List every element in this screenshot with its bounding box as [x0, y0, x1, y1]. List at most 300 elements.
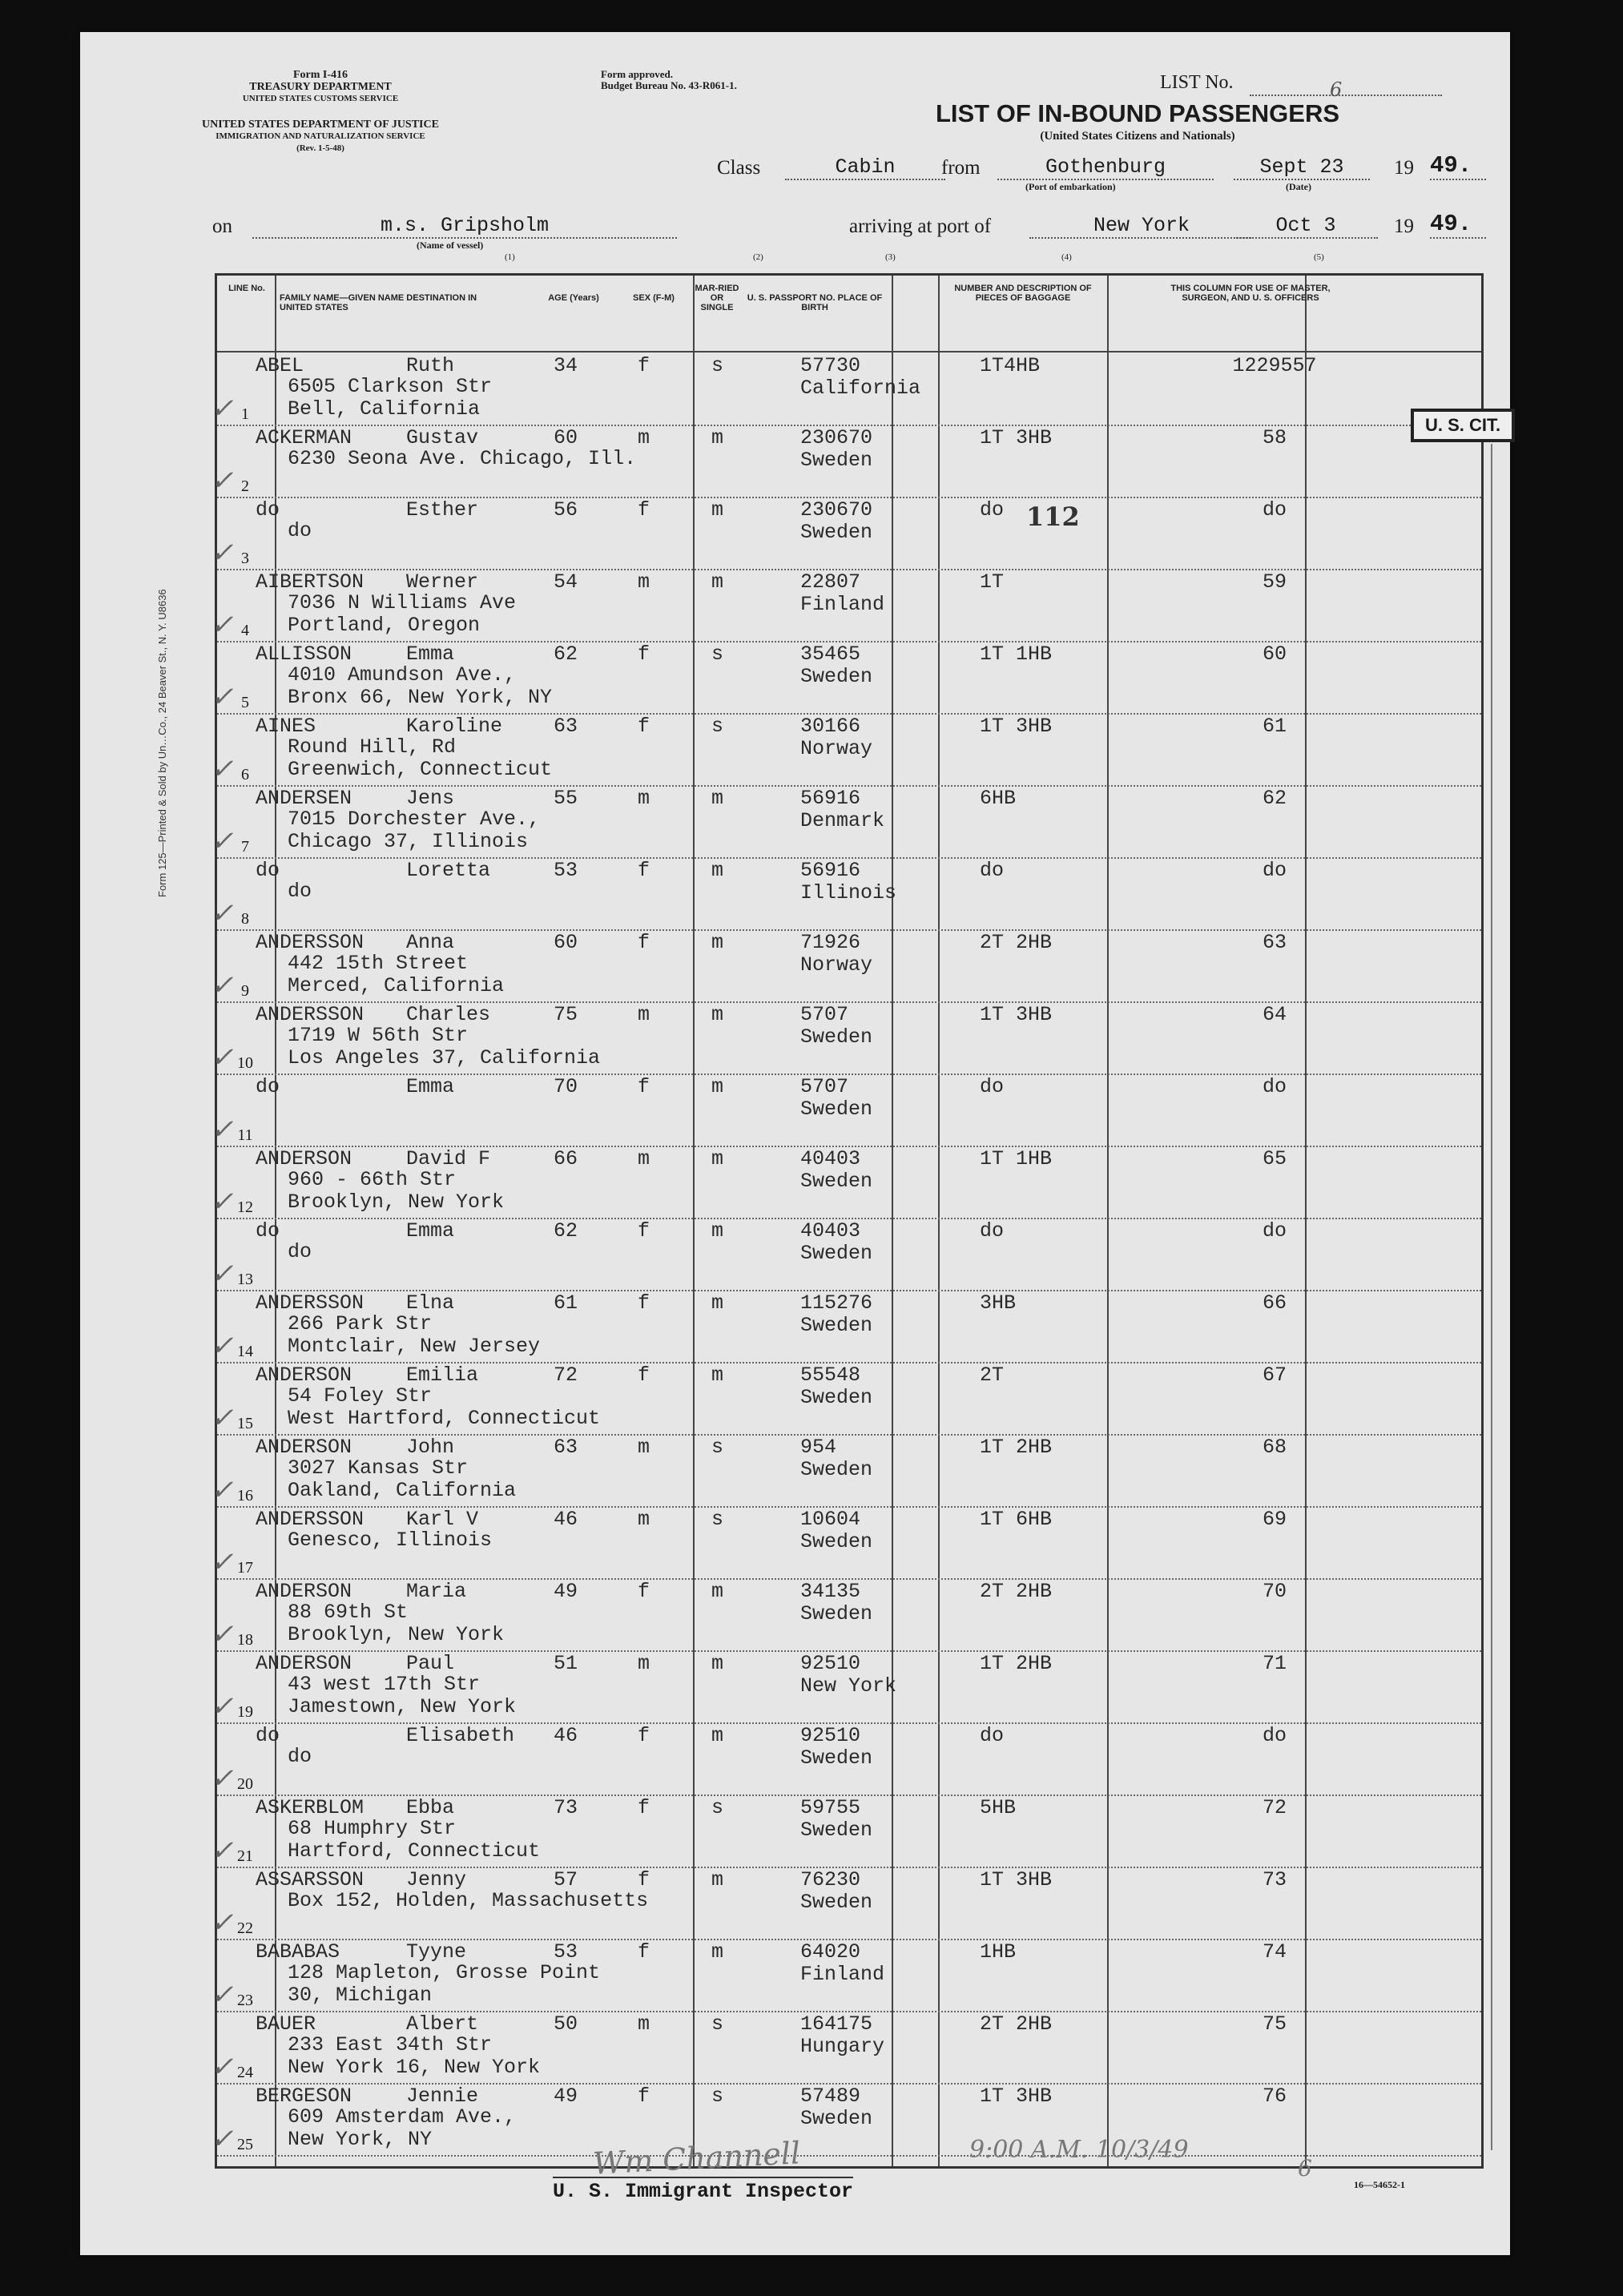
marginal-number: 112: [1026, 501, 1080, 532]
age: 55: [554, 787, 578, 810]
table-row: [211, 352, 1481, 426]
baggage: do: [980, 498, 1005, 522]
manifest-sheet: [80, 32, 1510, 2255]
family-name: do: [256, 1724, 280, 1747]
sex: f: [638, 1580, 650, 1603]
sex: f: [638, 642, 650, 666]
officer-note: 64: [1262, 1003, 1287, 1026]
given-name: Karoline: [406, 715, 503, 738]
family-name: AIBERTSON: [256, 570, 364, 594]
address-line-2: Greenwich, Connecticut: [288, 758, 553, 781]
officer-note: 62: [1262, 787, 1287, 810]
officer-note: 71: [1262, 1652, 1287, 1675]
check-mark-icon: ✓: [211, 1762, 234, 1795]
form-number: Form I-416: [292, 69, 348, 81]
place-of-birth: Sweden: [800, 449, 873, 472]
family-name: ANDERSON: [256, 1436, 352, 1459]
place-of-birth: Sweden: [800, 1602, 873, 1625]
place-of-birth: Illinois: [800, 881, 897, 904]
justice-label: UNITED STATES DEPARTMENT OF JUSTICE: [202, 119, 439, 131]
marital-status: s: [711, 1436, 724, 1459]
table-row: [211, 2011, 1481, 2085]
line-number: 3: [241, 550, 249, 567]
officer-note: do: [1262, 498, 1287, 522]
marital-status: m: [711, 1219, 724, 1243]
place-of-birth: Norway: [800, 737, 873, 760]
address-line-2: Oakland, California: [288, 1479, 517, 1502]
sex: m: [638, 1508, 650, 1531]
baggage: 1T 2HB: [980, 1652, 1053, 1675]
arrival-year: 49.: [1430, 211, 1486, 239]
age: 63: [554, 1436, 578, 1459]
address-line-1: 266 Park Str: [288, 1312, 433, 1335]
given-name: Maria: [406, 1580, 467, 1603]
line-number: 2: [241, 477, 249, 495]
family-name: BERGESON: [256, 2085, 352, 2108]
age: 62: [554, 1219, 578, 1243]
marital-status: m: [711, 1724, 724, 1747]
place-of-birth: Sweden: [800, 1386, 873, 1409]
address-line-2: Jamestown, New York: [288, 1695, 517, 1718]
place-of-birth: Sweden: [800, 1891, 873, 1914]
passport-number: 56916: [800, 859, 861, 882]
family-name: do: [256, 1219, 280, 1243]
marital-status: m: [711, 1580, 724, 1603]
baggage: do: [980, 1219, 1005, 1243]
sex: f: [638, 1291, 650, 1315]
line-number: 15: [237, 1415, 253, 1432]
line-number: 14: [237, 1343, 253, 1360]
justice-block: [200, 119, 441, 155]
sex: m: [638, 1652, 650, 1675]
baggage: 1T 1HB: [980, 642, 1053, 666]
officer-note: 61: [1262, 715, 1287, 738]
sex: m: [638, 426, 650, 449]
departure-year: 49.: [1430, 152, 1486, 180]
table-row: [211, 713, 1481, 787]
table-row: [211, 785, 1481, 859]
given-name: Loretta: [406, 859, 491, 882]
address-line-1: 7015 Dorchester Ave.,: [288, 808, 541, 831]
table-row: [211, 1506, 1481, 1580]
age: 72: [554, 1364, 578, 1387]
given-name: Emma: [406, 1075, 455, 1098]
check-mark-icon: ✓: [211, 1041, 234, 1073]
marital-status: s: [711, 2012, 724, 2036]
passport-number: 35465: [800, 642, 861, 666]
address-line-2: Bell, California: [288, 397, 481, 421]
baggage: 3HB: [980, 1291, 1017, 1315]
check-mark-icon: ✓: [211, 1258, 234, 1290]
approved-label: Form approved.: [601, 68, 674, 80]
sex: m: [638, 1436, 650, 1459]
family-name: ASSARSSON: [256, 1868, 364, 1891]
table-row: [211, 1434, 1481, 1508]
address-line-1: 54 Foley Str: [288, 1384, 433, 1408]
given-name: Emilia: [406, 1364, 479, 1387]
baggage: 1T 3HB: [980, 1868, 1053, 1891]
col-num-4: (4): [1061, 252, 1072, 262]
officer-note: 70: [1262, 1580, 1287, 1603]
family-name: do: [256, 859, 280, 882]
treasury-label: TREASURY DEPARTMENT: [249, 81, 392, 93]
line-number: 16: [237, 1487, 253, 1504]
passport-number: 34135: [800, 1580, 861, 1603]
from-value: Gothenburg: [997, 155, 1214, 180]
address-line-2: West Hartford, Connecticut: [288, 1407, 601, 1430]
sex: f: [638, 1075, 650, 1098]
age: 57: [554, 1868, 578, 1891]
place-of-birth: Sweden: [800, 1746, 873, 1770]
check-mark-icon: ✓: [211, 1474, 234, 1506]
check-mark-icon: ✓: [211, 1907, 234, 1939]
revision-label: (Rev. 1-5-48): [296, 143, 344, 153]
table-row: [211, 1650, 1481, 1724]
given-name: Karl V: [406, 1508, 479, 1531]
officer-note: 74: [1262, 1940, 1287, 1964]
family-name: ANDERSON: [256, 1364, 352, 1387]
address-line-1: 1719 W 56th Str: [288, 1024, 469, 1047]
departure-date: Sept 23: [1234, 155, 1370, 180]
officer-note: 76: [1262, 2085, 1287, 2108]
given-name: Jennie: [406, 2085, 479, 2108]
check-mark-icon: ✓: [211, 393, 234, 425]
col-sex: SEX (F-M): [633, 293, 675, 303]
col-officers: THIS COLUMN FOR USE OF MASTER, SURGEON, AND U. S. OFFICERS: [1170, 284, 1331, 303]
address-line-1: 960 - 66th Str: [288, 1168, 457, 1191]
age: 46: [554, 1508, 578, 1531]
baggage: 2T 2HB: [980, 2012, 1053, 2036]
sex: m: [638, 2012, 650, 2036]
baggage: 1T 3HB: [980, 426, 1053, 449]
passport-number: 5707: [800, 1003, 849, 1026]
place-of-birth: Finland: [800, 1963, 885, 1986]
age: 53: [554, 859, 578, 882]
place-of-birth: Sweden: [800, 1098, 873, 1121]
baggage: 6HB: [980, 787, 1017, 810]
marital-status: m: [711, 426, 724, 449]
baggage: do: [980, 1724, 1005, 1747]
address-line-1: 6230 Seona Ave. Chicago, Ill.: [288, 447, 637, 470]
family-name: ANDERSON: [256, 1580, 352, 1603]
agency-block: [208, 69, 433, 105]
address-line-1: Box 152, Holden, Massachusetts: [288, 1889, 649, 1912]
address-line-2: Brooklyn, New York: [288, 1623, 505, 1646]
family-name: ANDERSEN: [256, 787, 352, 810]
vessel-caption: (Name of vessel): [417, 240, 484, 251]
family-name: ABEL: [256, 354, 304, 377]
marital-status: s: [711, 1508, 724, 1531]
inspector-signature: Wm Channell: [592, 2135, 802, 2181]
officer-note: 65: [1262, 1147, 1287, 1170]
family-name: ANDERSSON: [256, 931, 364, 954]
check-mark-icon: ✓: [211, 1402, 234, 1434]
check-mark-icon: ✓: [211, 1690, 234, 1722]
ditto-line: [1491, 444, 1492, 2150]
passport-number: 76230: [800, 1868, 861, 1891]
marital-status: m: [711, 498, 724, 522]
place-of-birth: Sweden: [800, 665, 873, 688]
marital-status: m: [711, 1147, 724, 1170]
address-line-2: Hartford, Connecticut: [288, 1839, 541, 1863]
class-value: Cabin: [785, 155, 945, 180]
family-name: do: [256, 1075, 280, 1098]
address-line-1: 68 Humphry Str: [288, 1817, 457, 1840]
address-line-2: Los Angeles 37, California: [288, 1046, 601, 1069]
col-num-1: (1): [505, 252, 515, 262]
address-line-1: do: [288, 1745, 312, 1768]
given-name: Jens: [406, 787, 455, 810]
check-mark-icon: ✓: [211, 2123, 234, 2155]
baggage: 1T 2HB: [980, 1436, 1053, 1459]
passport-number: 40403: [800, 1147, 861, 1170]
marital-status: m: [711, 931, 724, 954]
family-name: BAUER: [256, 2012, 316, 2036]
place-of-birth: Sweden: [800, 1819, 873, 1842]
ins-label: IMMIGRATION AND NATURALIZATION SERVICE: [215, 131, 425, 141]
officer-note: 72: [1262, 1796, 1287, 1819]
arrival-port: New York: [1029, 214, 1254, 239]
family-name: ANDERSSON: [256, 1508, 364, 1531]
passenger-table: [211, 273, 1501, 2169]
officer-note: 63: [1262, 931, 1287, 954]
age: 75: [554, 1003, 578, 1026]
address-line-1: 442 15th Street: [288, 952, 469, 975]
on-label: on: [212, 216, 232, 237]
document-subtitle: (United States Citizens and Nationals): [1040, 130, 1235, 143]
marital-status: s: [711, 354, 724, 377]
passport-number: 954: [800, 1436, 837, 1459]
baggage: 5HB: [980, 1796, 1017, 1819]
table-row: [211, 1146, 1481, 1219]
check-mark-icon: ✓: [211, 1330, 234, 1362]
passport-number: 59755: [800, 1796, 861, 1819]
table-row: [211, 1290, 1481, 1364]
passport-number: 92510: [800, 1724, 861, 1747]
age: 60: [554, 931, 578, 954]
baggage: 1T 6HB: [980, 1508, 1053, 1531]
age: 50: [554, 2012, 578, 2036]
check-mark-icon: ✓: [211, 753, 234, 785]
date-caption: (Date): [1286, 181, 1311, 192]
table-row: [211, 1939, 1481, 2012]
inspector-title: U. S. Immigrant Inspector: [553, 2177, 853, 2203]
list-no-label: LIST No.: [1160, 72, 1234, 93]
place-of-birth: Sweden: [800, 1025, 873, 1049]
col-line: LINE No.: [228, 284, 265, 293]
baggage: do: [980, 859, 1005, 882]
officer-note: 69: [1262, 1508, 1287, 1531]
family-name: ACKERMAN: [256, 426, 352, 449]
age: 63: [554, 715, 578, 738]
table-row: [211, 425, 1481, 498]
sex: m: [638, 1147, 650, 1170]
check-mark-icon: ✓: [211, 1835, 234, 1867]
sex: f: [638, 715, 650, 738]
officer-note: do: [1262, 859, 1287, 882]
arrival-date: Oct 3: [1234, 214, 1378, 239]
table-row: [211, 497, 1481, 570]
age: 46: [554, 1724, 578, 1747]
col-age: AGE (Years): [548, 293, 599, 303]
sex: f: [638, 498, 650, 522]
baggage: 1T 1HB: [980, 1147, 1053, 1170]
baggage: 1HB: [980, 1940, 1017, 1964]
given-name: Ruth: [406, 354, 455, 377]
table-row: [211, 2083, 1481, 2157]
check-mark-icon: ✓: [211, 465, 234, 497]
address-line-1: 609 Amsterdam Ave.,: [288, 2105, 517, 2129]
baggage: 1T 3HB: [980, 715, 1053, 738]
given-name: John: [406, 1436, 455, 1459]
table-row: [211, 857, 1481, 931]
col-num-3: (3): [885, 252, 896, 262]
passport-number: 57489: [800, 2085, 861, 2108]
given-name: Ebba: [406, 1796, 455, 1819]
list-no-value: 6: [1330, 79, 1343, 101]
address-line-1: 7036 N Williams Ave: [288, 591, 517, 614]
place-of-birth: Sweden: [800, 1170, 873, 1193]
check-mark-icon: ✓: [211, 825, 234, 857]
col-married: MAR-RIED OR SINGLE: [695, 284, 739, 312]
passport-number: 22807: [800, 570, 861, 594]
footer-mark: 6: [1298, 2155, 1312, 2181]
table-row: [211, 929, 1481, 1003]
marital-status: m: [711, 859, 724, 882]
sex: f: [638, 1796, 650, 1819]
table-row: [211, 1795, 1481, 1868]
list-no-field: [1250, 72, 1442, 101]
check-mark-icon: ✓: [211, 1979, 234, 2011]
line-number: 5: [241, 694, 249, 711]
address-line-1: Genesco, Illinois: [288, 1529, 493, 1552]
address-line-1: do: [288, 1240, 312, 1263]
check-mark-icon: ✓: [211, 969, 234, 1001]
budget-label: Budget Bureau No. 43-R061-1.: [601, 79, 737, 91]
address-line-2: Merced, California: [288, 974, 505, 997]
officer-note: 59: [1262, 570, 1287, 594]
passport-number: 71926: [800, 931, 861, 954]
officer-note: 67: [1262, 1364, 1287, 1387]
place-of-birth: Norway: [800, 953, 873, 977]
check-mark-icon: ✓: [211, 1618, 234, 1650]
marital-status: m: [711, 1940, 724, 1964]
marital-status: s: [711, 2085, 724, 2108]
baggage: 1T 3HB: [980, 2085, 1053, 2108]
address-line-1: 6505 Clarkson Str: [288, 375, 493, 398]
marital-status: s: [711, 1796, 724, 1819]
check-mark-icon: ✓: [211, 897, 234, 929]
family-name: do: [256, 498, 280, 522]
given-name: Albert: [406, 2012, 479, 2036]
table-row: [211, 1362, 1481, 1436]
family-name: AINES: [256, 715, 316, 738]
check-mark-icon: ✓: [211, 1186, 234, 1218]
check-mark-icon: ✓: [211, 609, 234, 641]
baggage: do: [980, 1075, 1005, 1098]
passport-number: 230670: [800, 426, 873, 449]
table-row: [211, 1722, 1481, 1796]
check-mark-icon: ✓: [211, 1114, 234, 1146]
inspection-timestamp: 9:00 A.M. 10/3/49: [969, 2136, 1189, 2164]
approval-block: [601, 69, 737, 91]
given-name: Werner: [406, 570, 479, 594]
address-line-2: New York 16, New York: [288, 2056, 541, 2079]
print-code: 16—54652-1: [1354, 2179, 1405, 2190]
address-line-1: 3027 Kansas Str: [288, 1456, 469, 1480]
line-number: 4: [241, 622, 249, 639]
place-of-birth: Denmark: [800, 809, 885, 832]
passport-number: 164175: [800, 2012, 873, 2036]
sex: f: [638, 354, 650, 377]
family-name: ANDERSSON: [256, 1291, 364, 1315]
officer-note: 58: [1262, 426, 1287, 449]
baggage: 1T 3HB: [980, 1003, 1053, 1026]
family-name: ANDERSSON: [256, 1003, 364, 1026]
address-line-2: Montclair, New Jersey: [288, 1335, 541, 1358]
passport-number: 5707: [800, 1075, 849, 1098]
line-number: 13: [237, 1271, 253, 1288]
passport-number: 92510: [800, 1652, 861, 1675]
line-number: 24: [237, 2064, 253, 2081]
line-number: 12: [237, 1198, 253, 1216]
sex: m: [638, 570, 650, 594]
line-number: 21: [237, 1847, 253, 1865]
address-line-2: Brooklyn, New York: [288, 1190, 505, 1214]
table-row: [211, 569, 1481, 642]
sex: f: [638, 859, 650, 882]
address-line-1: 43 west 17th Str: [288, 1673, 481, 1696]
line-number: 7: [241, 838, 249, 856]
place-of-birth: New York: [800, 1674, 897, 1698]
officer-note: 68: [1262, 1436, 1287, 1459]
marital-status: m: [711, 1364, 724, 1387]
arriving-label: arriving at port of: [849, 216, 992, 237]
col-num-5: (5): [1314, 252, 1324, 262]
line-number: 18: [237, 1631, 253, 1649]
check-mark-icon: ✓: [211, 1546, 234, 1578]
officer-note: 66: [1262, 1291, 1287, 1315]
check-mark-icon: ✓: [211, 681, 234, 713]
place-of-birth: Sweden: [800, 1530, 873, 1553]
address-line-1: 88 69th St: [288, 1601, 409, 1624]
age: 49: [554, 1580, 578, 1603]
line-number: 25: [237, 2136, 253, 2153]
age: 61: [554, 1291, 578, 1315]
line-number: 11: [237, 1126, 253, 1144]
line-number: 23: [237, 1992, 253, 2009]
marital-status: m: [711, 787, 724, 810]
age: 60: [554, 426, 578, 449]
place-of-birth: Sweden: [800, 1242, 873, 1265]
place-of-birth: Sweden: [800, 2107, 873, 2130]
marital-status: m: [711, 1868, 724, 1891]
officer-note: 60: [1262, 642, 1287, 666]
passport-number: 55548: [800, 1364, 861, 1387]
address-line-2: 30, Michigan: [288, 1984, 433, 2007]
line-number: 19: [237, 1703, 253, 1721]
sex: m: [638, 787, 650, 810]
printer-imprint: Form 125—Printed & Sold by Un…Co., 24 Beaver St., N. Y. U8636: [156, 589, 168, 897]
given-name: Esther: [406, 498, 479, 522]
col-baggage: NUMBER AND DESCRIPTION OF PIECES OF BAGGAGE: [954, 284, 1092, 303]
given-name: Emma: [406, 642, 455, 666]
passport-number: 10604: [800, 1508, 861, 1531]
age: 73: [554, 1796, 578, 1819]
baggage: 1T4HB: [980, 354, 1041, 377]
sex: f: [638, 1724, 650, 1747]
age: 53: [554, 1940, 578, 1964]
